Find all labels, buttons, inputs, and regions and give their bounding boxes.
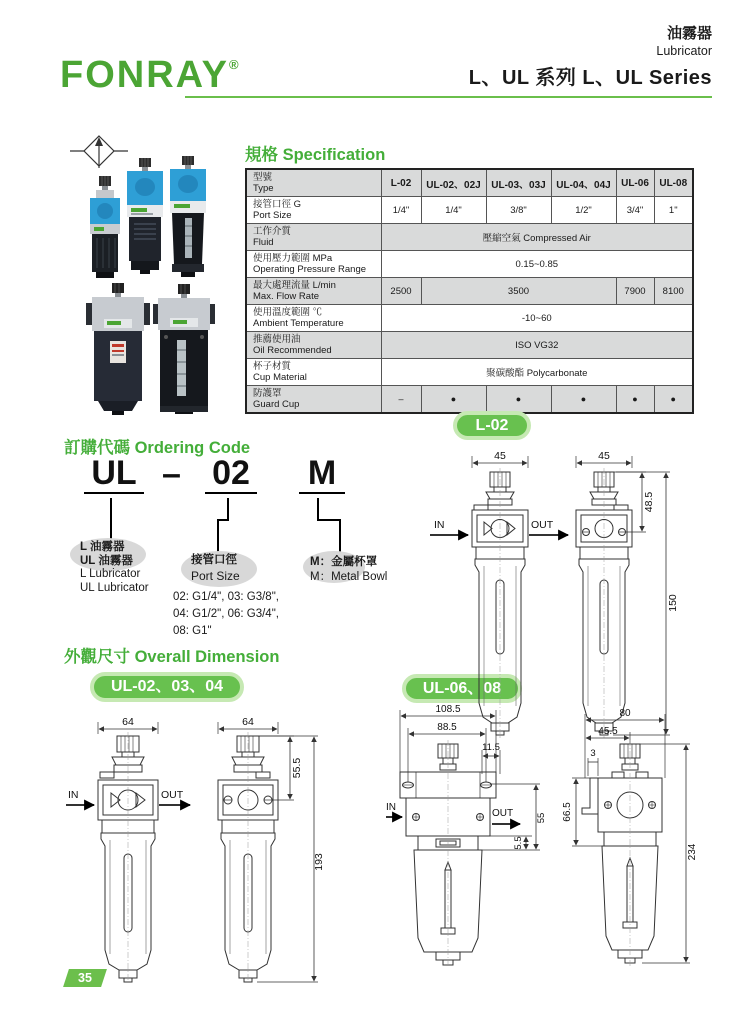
callout-line [317,519,341,521]
row-label: 最大處理流量 L/min Max. Flow Rate [246,278,381,305]
spec-header-type [246,169,381,197]
ordering-code-bowl: M [299,455,345,494]
svg-text:64: 64 [242,716,254,728]
spec-section-title: 規格 Specification [245,146,386,164]
ordering-code-dash: – [162,455,181,493]
callout-port-text: 接管口徑 Port Size [191,554,240,583]
cell: 3/8" [486,197,551,224]
row-label: 使用壓力範圍 MPa Operating Pressure Range [246,251,381,278]
svg-text:55: 55 [536,812,547,824]
cell: 壓縮空氣 Compressed Air [381,224,693,251]
cell: 3500 [421,278,616,305]
model-col: UL-03、03J [486,169,551,197]
spec-row-cup [246,359,693,386]
cell: ● [486,386,551,414]
model-col: L-02 [381,169,421,197]
registered-mark: ® [228,57,239,72]
spec-row-fluid [246,224,693,251]
cell: ● [616,386,654,414]
callout-bowl-text: M：金屬杯罩 M：Metal Bowl [310,556,388,583]
dimension-section-title: 外觀尺寸 Overall Dimension [64,648,280,666]
callout-line [217,519,219,554]
cell: – [381,386,421,414]
header-right [469,22,712,90]
model-col: UL-06 [616,169,654,197]
svg-text:55.5: 55.5 [291,757,303,779]
badge-l02: L-02 [453,411,531,440]
svg-text:193: 193 [313,853,325,871]
badge-ul020304: UL-02、03、04 [90,672,244,702]
svg-text:45: 45 [598,450,610,462]
row-label: 使用溫度範圍 ℃ Ambient Temperature [246,305,381,332]
type-en: Type [253,183,274,194]
svg-text:66.5: 66.5 [562,802,573,822]
type-zh: 型號 [253,171,273,183]
ordering-section-title: 訂購代碼 Ordering Code [64,439,251,457]
spec-row-temperature [246,305,693,332]
series-title: L、UL 系列 L、UL Series [468,67,712,89]
svg-text:3: 3 [590,748,596,759]
spec-row-flow [246,278,693,305]
cell: ● [654,386,693,414]
cell: 3/4" [616,197,654,224]
cell: 聚碳酸酯 Polycarbonate [381,359,693,386]
category-title-en: Lubricator [656,44,712,58]
ordering-code-size: 02 [205,455,257,494]
brand-logo [60,56,239,94]
badge-ul0608: UL-06、08 [402,674,522,703]
spec-row-pressure [246,251,693,278]
cell: -10~60 [381,305,693,332]
svg-text:IN: IN [68,789,79,801]
model-col: UL-08 [654,169,693,197]
cell: 1" [654,197,693,224]
svg-text:45.5: 45.5 [598,726,618,737]
cell: 1/4" [421,197,486,224]
svg-text:OUT: OUT [531,519,554,531]
product-photo-ul-large-1 [86,283,150,415]
row-label: 接管口徑 G Port Size [246,197,381,224]
callout-line [227,498,229,520]
brand-logo-text: FONRAY [60,54,229,96]
cell: 2500 [381,278,421,305]
svg-text:150: 150 [667,594,679,612]
cell: 1/2" [551,197,616,224]
svg-text:5.5: 5.5 [513,836,524,850]
spec-row-port [246,197,693,224]
svg-text:IN: IN [434,519,445,531]
cell: 8100 [654,278,693,305]
svg-text:80: 80 [619,708,631,719]
product-photo-l-small [88,176,122,278]
model-col: UL-04、04J [551,169,616,197]
svg-text:88.5: 88.5 [437,722,457,733]
page-number: 35 [63,969,107,987]
product-photo-ul-mid-2 [167,156,209,280]
svg-text:234: 234 [687,843,698,861]
svg-text:11.5: 11.5 [482,742,500,753]
ordering-code-series: UL [84,455,144,494]
product-photo-ul-mid-1 [124,158,166,274]
svg-text:45: 45 [494,450,506,462]
svg-text:64: 64 [122,716,134,728]
row-label: 杯子材質 Cup Material [246,359,381,386]
callout-line [110,498,112,542]
row-label: 防護罩 Guard Cup [246,386,381,414]
row-label: 推薦使用油 Oil Recommended [246,332,381,359]
callout-line [317,498,319,520]
drawing-ul0608 [386,700,716,970]
svg-text:108.5: 108.5 [435,704,461,715]
svg-text:IN: IN [386,802,396,813]
spec-row-guard [246,386,693,414]
drawing-ul020304 [66,714,326,986]
spec-row-oil [246,332,693,359]
row-label: 工作介質 Fluid [246,224,381,251]
svg-text:OUT: OUT [492,808,514,819]
product-photo-ul-large-2 [153,284,215,414]
svg-text:48.5: 48.5 [643,491,655,513]
port-options: 02: G1/4", 03: G3/8", 04: G1/2", 06: G3/4", 08: G1" [173,591,279,637]
callout-line [339,519,341,554]
cell: ● [421,386,486,414]
cell: ISO VG32 [381,332,693,359]
callout-series-text: L 油霧器 UL 油霧器 L Lubricator UL Lubricator [80,541,149,594]
cell: 0.15~0.85 [381,251,693,278]
cell: 1/4" [381,197,421,224]
cell: 7900 [616,278,654,305]
model-col: UL-02、02J [421,169,486,197]
lubricator-symbol-icon [70,134,128,170]
cell: ● [551,386,616,414]
specification-table [245,168,694,414]
category-title-zh: 油霧器 [666,25,712,42]
spec-header-row [246,169,693,197]
header-divider [185,96,712,98]
svg-text:OUT: OUT [161,789,184,801]
